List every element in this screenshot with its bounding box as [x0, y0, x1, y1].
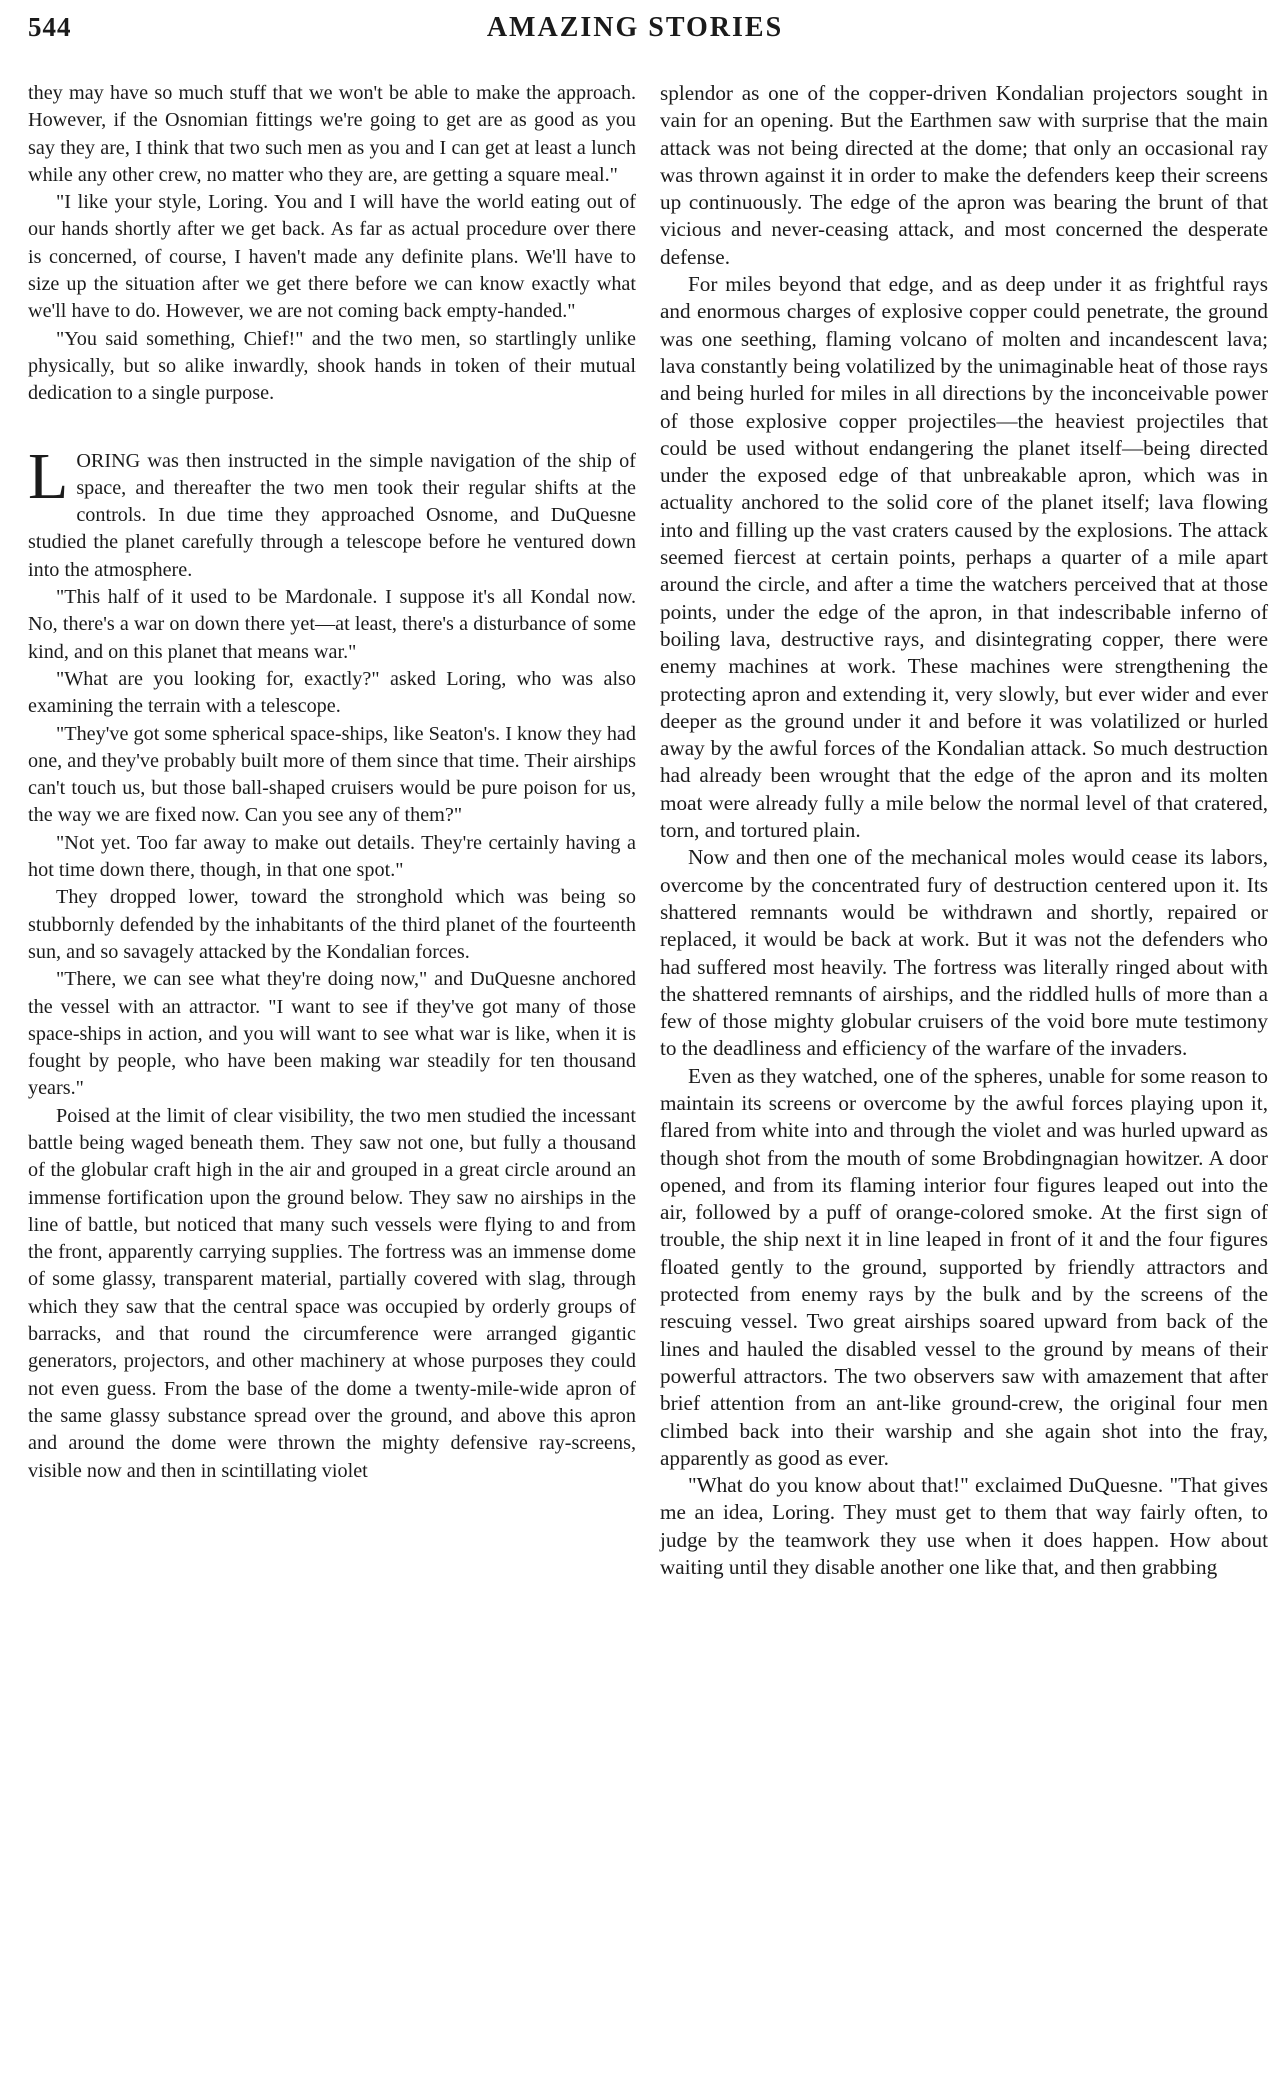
section-break	[28, 408, 636, 448]
paragraph-text: was then instructed in the simple navigation of the ship of space, and thereafter the two men took their regular shifts at the controls. In due time they approached Osnome, and DuQuesne studied the planet carefully through a telescope before he ventured down into the atmosphere.	[28, 449, 636, 581]
paragraph: "What are you looking for, exactly?" asked Loring, who was also examining the terrain with a telescope.	[28, 667, 636, 718]
paragraph: "This half of it used to be Mardonale. I suppose it's all Kondal now. No, there's a war on down there yet—at least, there's a disturbance of some kind, and on this planet that means war."	[28, 586, 636, 663]
paragraph: "They've got some spherical space-ships, like Seaton's. I know they had one, and they've probably built more of them since that time. Their airships can't touch us, but those ball-shaped cruisers would be pure poison for us, the way we are fixed now. Can you see any of them?"	[28, 722, 636, 827]
page-number: 544	[28, 12, 72, 42]
paragraph: Even as they watched, one of the spheres, unable for some reason to maintain its screens or overcome by the awful forces playing upon it, flared from white into and through the violet and was hurled upward as though shot from the mouth of some Brobdingnagian howitzer. A door opened, and from its flaming interior four figures leaped out into the air, followed by a puff of orange-colored smoke. At the first sign of trouble, the ship next it in line leaped in front of it and the four figures floated gently to the ground, supported by friendly attractors and protected from enemy rays by the bulk and by the screens of the rescuing vessel. Two great airships soared upward from back of the lines and hauled the disabled vessel to the ground by means of their powerful attractors. The two observers saw with amazement that after brief attention from an ant-like ground-crew, the original four men climbed back into their warship and she again shot into the fray, apparently as good as ever.	[660, 1063, 1268, 1470]
paragraph: "What do you know about that!" exclaimed DuQuesne. "That gives me an idea, Loring. They must get to them that way fairly often, to judge by the teamwork they use when it does happen. How about waiting until they disable another one like that, and then grabbing	[660, 1473, 1268, 1580]
paragraph: splendor as one of the copper-driven Kondalian projectors sought in vain for an opening. But the Earthmen saw with surprise that the main attack was not being directed at the dome; that only an occasional ray was thrown against it in order to make the defenders keep their screens up continuously. The edge of the apron was bearing the brunt of that vicious and never-ceasing attack, and most concerned the desperate defense.	[660, 81, 1268, 269]
magazine-title: AMAZING STORIES	[486, 12, 784, 43]
paragraph: "I like your style, Loring. You and I will have the world eating out of our hands shortly after we get back. As far as actual procedure over there is concerned, of course, I haven't made any definite plans. We'll have to size up the situation after we get there before we can know exactly what we'll have to do. However, we are not coming back empty-handed."	[28, 191, 636, 323]
paragraph: Now and then one of the mechanical moles would cease its labors, overcome by the concentrated fury of destruction centered upon it. Its shattered remnants would be withdrawn and shortly, repaired or replaced, it would be back at work. But it was not the defenders who had suffered most heavily. The fortress was literally ringed about with the shattered remnants of airships, and the riddled hulls of more than a few of those mighty globular cruisers of the void bore mute testimony to the deadliness and efficiency of the warfare of the invaders.	[660, 845, 1268, 1061]
left-column	[28, 80, 636, 1485]
paragraph: For miles beyond that edge, and as deep under it as frightful rays and enormous charges of explosive copper could penetrate, the ground was one seething, flaming volcano of molten and incandescent lava; lava constantly being volatilized by the unimaginable heat of those rays and being hurled for miles in all directions by the inconceivable power of those explosive copper projectiles—the heaviest projectiles that could be used without endangering the planet itself—being directed under the exposed edge of that unbreakable apron, which was in actuality anchored to the solid core of the planet itself; lava flowing into and filling up the vast craters caused by the explosions. The attack seemed fiercest at certain points, perhaps a quarter of a mile apart around the circle, and after a time the watchers perceived that at those points, under the edge of the apron, in that indescribable inferno of boiling lava, destructive rays, and disintegrating copper, there were enemy machines at work. These machines were strengthening the protecting apron and extending it, very slowly, but ever wider and ever deeper as the ground under it and before it was volatilized or hurled away by the awful forces of the Kondalian attack. So much destruction had already been wrought that the edge of the apron and its molten moat were already fully a mile below the normal level of that cratered, torn, and tortured plain.	[660, 272, 1268, 843]
paragraph: "There, we can see what they're doing now," and DuQuesne anchored the vessel with an attractor. "I want to see if they've got many of those space-ships in action, and you will want to see what war is like, when it is fought by people, who have been making war steadily for ten thousand years."	[28, 968, 636, 1100]
right-column	[660, 80, 1268, 1581]
paragraph: They dropped lower, toward the stronghold which was being so stubbornly defended by the inhabitants of the third planet of the fourteenth sun, and so savagely attacked by the Kondalian forces.	[28, 886, 636, 963]
paragraph: "Not yet. Too far away to make out details. They're certainly having a hot time down there, though, in that one spot."	[28, 831, 636, 882]
paragraph: they may have so much stuff that we won't be able to make the approach. However, if the Osnomian fittings we're going to get are as good as you say they are, I think that two such men as you and I can get at least a lunch while any other crew, no matter who they are, are getting a square meal."	[28, 82, 636, 186]
dropcap-paragraph	[28, 439, 636, 584]
small-caps-word: ORING	[76, 449, 141, 472]
drop-cap-letter: L	[28, 439, 69, 513]
paragraph: Poised at the limit of clear visibility, the two men studied the incessant battle being waged beneath them. They saw not one, but fully a thousand of the globular craft high in the air and grouped in a great circle around an immense fortification upon the ground below. They saw no airships in the line of battle, but noticed that many such vessels were flying to and from the front, apparently carrying supplies. The fortress was an immense dome of some glassy, transparent material, partially covered with slag, through which they saw that the central space was occupied by orderly groups of barracks, and that round the circumference were arranged gigantic generators, projectors, and other machinery at whose purposes they could not even guess. From the base of the dome a twenty-mile-wide apron of the same glassy substance spread over the ground, and above this apron and around the dome were thrown the mighty defensive ray-screens, visible now and then in scintillating violet	[28, 1104, 636, 1482]
paragraph: "You said something, Chief!" and the two men, so startlingly unlike physically, but so alike inwardly, shook hands in token of their mutual dedication to a single purpose.	[28, 327, 636, 405]
